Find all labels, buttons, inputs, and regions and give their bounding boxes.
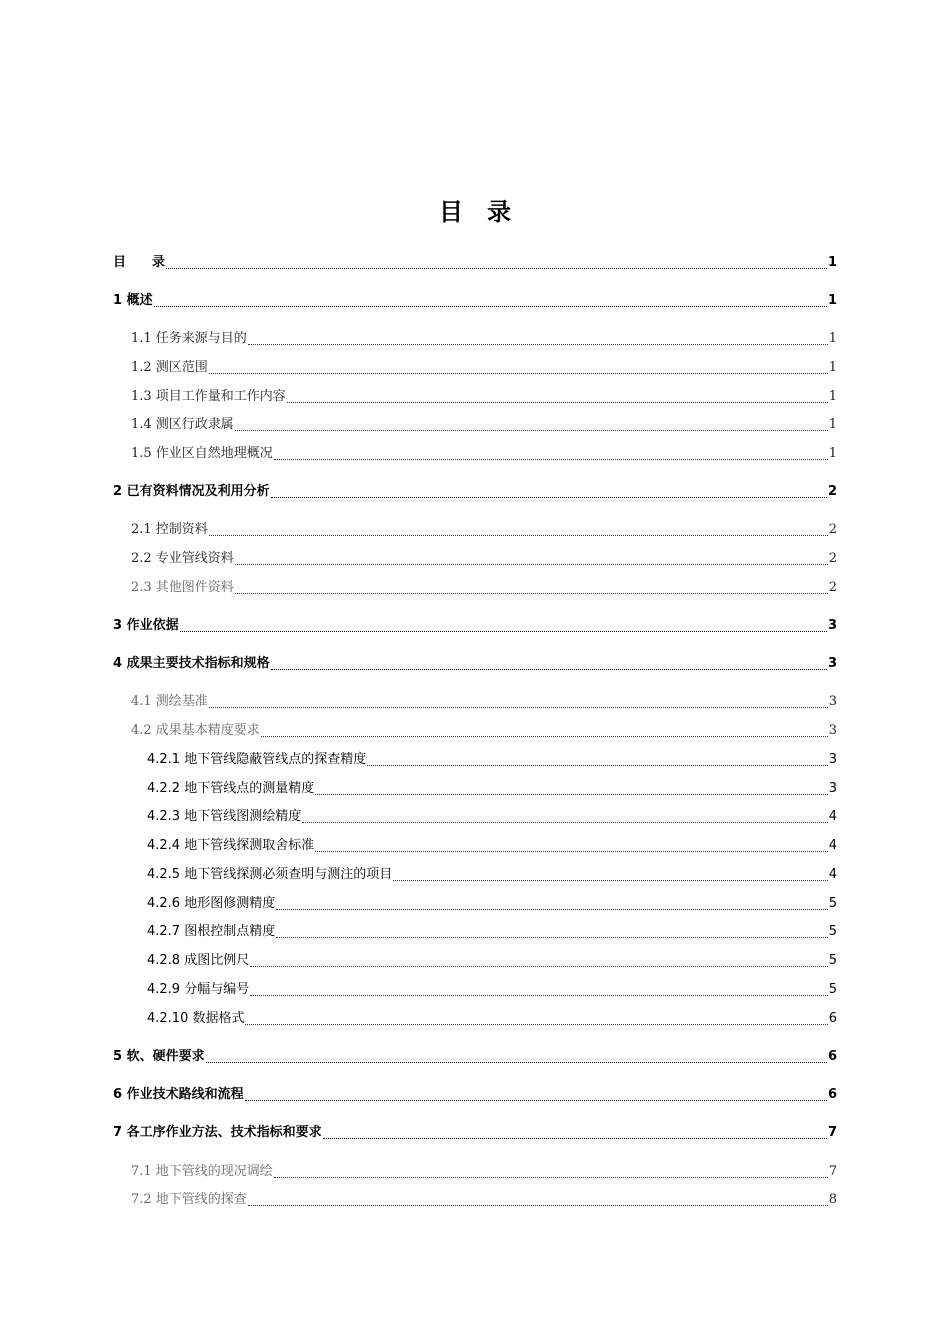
toc-entry-label: 4.2.8 成图比例尺	[147, 953, 250, 968]
toc-entry-label: 1.2 测区范围	[131, 360, 208, 375]
toc-entry-page-number: 1	[828, 389, 837, 404]
toc-entry-page-number: 7	[827, 1125, 837, 1140]
toc-entry[interactable]	[113, 923, 837, 941]
toc-entry[interactable]	[113, 388, 837, 406]
dot-leader	[274, 458, 828, 460]
toc-entry-label: 4.2.7 图根控制点精度	[147, 924, 276, 939]
toc-entry-label: 4.2.4 地下管线探测取舍标准	[147, 838, 315, 853]
dot-leader	[315, 793, 828, 795]
toc-entry-label: 3 作业依据	[113, 618, 179, 633]
toc-entry[interactable]	[113, 521, 837, 539]
dot-leader	[274, 1176, 828, 1178]
dot-leader	[323, 1137, 827, 1139]
toc-entry-label: 4.2 成果基本精度要求	[131, 723, 260, 738]
toc-entry-page-number: 4	[828, 809, 837, 824]
toc-entry-label: 1.3 项目工作量和工作内容	[131, 389, 286, 404]
toc-entry-page-number: 2	[827, 484, 837, 499]
toc-entry[interactable]	[113, 808, 837, 826]
toc-entry-label: 6 作业技术路线和流程	[113, 1087, 244, 1102]
toc-entry-label: 2.2 专业管线资料	[131, 551, 234, 566]
dot-leader	[245, 1023, 827, 1025]
dot-leader	[166, 267, 827, 269]
toc-entry[interactable]	[113, 837, 837, 855]
toc-entry-page-number: 4	[828, 867, 837, 882]
toc-entry-label: 目 录	[113, 255, 166, 270]
toc-entry[interactable]	[113, 1010, 837, 1028]
toc-entry-label: 1.1 任务来源与目的	[131, 331, 247, 346]
dot-leader	[302, 821, 828, 823]
toc-entry-label: 1.4 测区行政隶属	[131, 417, 234, 432]
dot-leader	[250, 965, 828, 967]
toc-entry[interactable]	[113, 445, 837, 463]
toc-entry-page-number: 5	[828, 924, 837, 939]
toc-entry-label: 7.1 地下管线的现况调绘	[131, 1164, 273, 1179]
toc-entry-page-number: 1	[828, 417, 837, 432]
toc-entry-page-number: 3	[828, 694, 837, 709]
toc-entry-label: 2.3 其他图件资料	[131, 580, 234, 595]
dot-leader	[271, 668, 827, 670]
toc-entry-label: 2.1 控制资料	[131, 522, 208, 537]
toc-entry-label: 4.2.9 分幅与编号	[147, 982, 250, 997]
dot-leader	[271, 496, 827, 498]
toc-entry[interactable]	[113, 1124, 837, 1142]
toc-entry[interactable]	[113, 483, 837, 501]
toc-entry-page-number: 4	[828, 838, 837, 853]
toc-entry-label: 1.5 作业区自然地理概况	[131, 446, 273, 461]
toc-entry-page-number: 3	[827, 656, 837, 671]
toc-entry-page-number: 1	[827, 255, 837, 270]
dot-leader	[276, 908, 828, 910]
toc-entry-page-number: 2	[828, 551, 837, 566]
toc-entry[interactable]	[113, 416, 837, 434]
toc-entry-label: 4.2.6 地形图修测精度	[147, 896, 276, 911]
toc-entry-label: 4.2.1 地下管线隐蔽管线点的探查精度	[147, 752, 367, 767]
dot-leader	[393, 879, 828, 881]
toc-entry-page-number: 1	[828, 331, 837, 346]
toc-entry-label: 4.1 测绘基准	[131, 694, 208, 709]
toc-entry[interactable]	[113, 866, 837, 884]
dot-leader	[367, 764, 828, 766]
toc-entry[interactable]	[113, 981, 837, 999]
dot-leader	[235, 563, 828, 565]
dot-leader	[209, 706, 828, 708]
toc-entry-page-number: 5	[828, 982, 837, 997]
toc-entry-label: 4.2.5 地下管线探测必须查明与测注的项目	[147, 867, 393, 882]
toc-entry-page-number: 5	[828, 896, 837, 911]
dot-leader	[180, 630, 827, 632]
toc-entry[interactable]	[113, 330, 837, 348]
toc-entry[interactable]	[113, 617, 837, 635]
dot-leader	[154, 305, 827, 307]
toc-entry-page-number: 8	[828, 1192, 837, 1207]
toc-entry[interactable]	[113, 722, 837, 740]
toc-entry-page-number: 7	[828, 1164, 837, 1179]
toc-entry-page-number: 1	[828, 446, 837, 461]
toc-entry-page-number: 3	[828, 752, 837, 767]
toc-entry[interactable]	[113, 1086, 837, 1104]
toc-entry-page-number: 2	[828, 580, 837, 595]
toc-entry-label: 7.2 地下管线的探查	[131, 1192, 247, 1207]
toc-entry-label: 2 已有资料情况及利用分析	[113, 484, 270, 499]
toc-entry-label: 5 软、硬件要求	[113, 1049, 205, 1064]
dot-leader	[235, 429, 828, 431]
dot-leader	[315, 850, 828, 852]
dot-leader	[287, 401, 828, 403]
toc-entry[interactable]	[113, 550, 837, 568]
toc-entry-page-number: 3	[827, 618, 837, 633]
toc-entry[interactable]	[113, 254, 837, 272]
toc-entry-page-number: 5	[828, 953, 837, 968]
toc-entry-label: 7 各工序作业方法、技术指标和要求	[113, 1125, 322, 1140]
toc-entry-page-number: 1	[828, 360, 837, 375]
toc-entry-label: 4.2.10 数据格式	[147, 1011, 245, 1026]
dot-leader	[206, 1061, 827, 1063]
toc-entry-label: 1 概述	[113, 293, 153, 308]
dot-leader	[235, 592, 828, 594]
toc-entry[interactable]	[113, 1048, 837, 1066]
dot-leader	[250, 994, 828, 996]
toc-entry[interactable]	[113, 359, 837, 377]
toc-entry-label: 4.2.3 地下管线图测绘精度	[147, 809, 302, 824]
toc-entry[interactable]	[113, 655, 837, 673]
toc-entry[interactable]	[113, 751, 837, 769]
toc-entry-page-number: 3	[828, 723, 837, 738]
toc-entry-page-number: 6	[827, 1087, 837, 1102]
toc-entry-label: 4 成果主要技术指标和规格	[113, 656, 270, 671]
toc-entry-page-number: 2	[828, 522, 837, 537]
toc-heading: 目 录	[439, 198, 511, 226]
toc-entry-page-number: 6	[827, 1049, 837, 1064]
toc-entry[interactable]	[113, 1163, 837, 1181]
dot-leader	[209, 372, 828, 374]
dot-leader	[276, 936, 828, 938]
toc-entry-page-number: 6	[828, 1011, 837, 1026]
toc-entry[interactable]	[113, 780, 837, 798]
toc-entry-label: 4.2.2 地下管线点的测量精度	[147, 781, 315, 796]
dot-leader	[209, 534, 828, 536]
toc-entry[interactable]	[113, 895, 837, 913]
toc-entry[interactable]	[113, 952, 837, 970]
dot-leader	[245, 1099, 827, 1101]
toc-entry[interactable]	[113, 292, 837, 310]
toc-entry[interactable]	[113, 579, 837, 597]
dot-leader	[261, 735, 828, 737]
dot-leader	[248, 1204, 828, 1206]
toc-entry-page-number: 1	[827, 293, 837, 308]
dot-leader	[248, 343, 828, 345]
toc-entry-page-number: 3	[828, 781, 837, 796]
toc-entry[interactable]	[113, 1191, 837, 1209]
toc-entry[interactable]	[113, 693, 837, 711]
